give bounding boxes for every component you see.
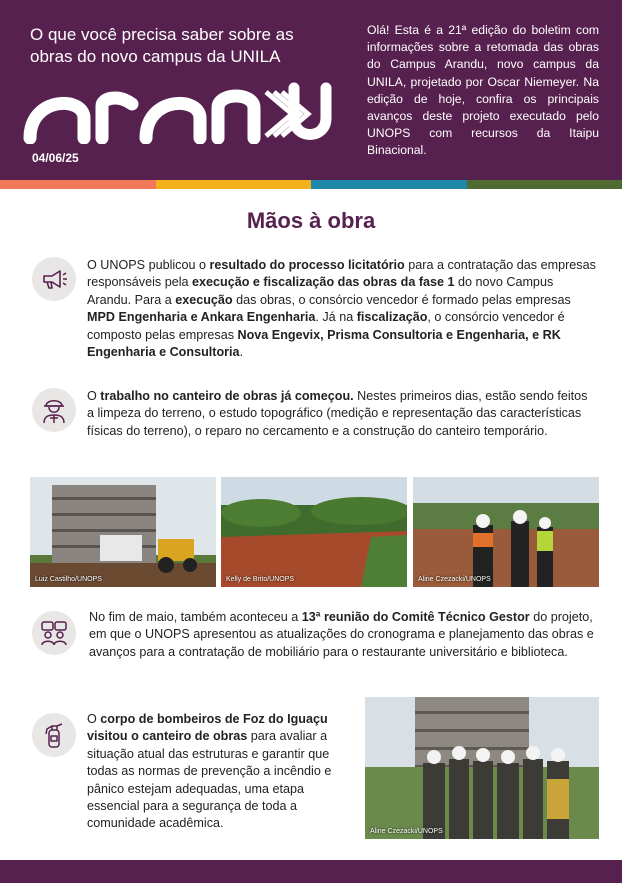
body-text: O bbox=[87, 712, 101, 726]
item-text-contract bbox=[87, 257, 597, 361]
body-text: para a contratação das empresas responsáveis pela bbox=[87, 258, 596, 290]
bold-text: execução e fiscalização das obras da fase 1 bbox=[192, 275, 455, 290]
meeting-chat-icon bbox=[32, 611, 76, 655]
stripe-yellow bbox=[156, 180, 312, 189]
item-text-committee bbox=[89, 609, 597, 661]
bold-text: corpo de bombeiros de Foz do Iguaçu visitou o canteiro de obras bbox=[87, 712, 328, 744]
photo-credit: Aline Czezacki/UNOPS bbox=[370, 828, 443, 835]
header-banner bbox=[0, 0, 622, 180]
bold-text: Nova Engevix, Prisma Consultoria e Engenharia, e RK Engenharia e Consultoria bbox=[87, 327, 561, 360]
section-title: Mãos à obra bbox=[246, 208, 376, 233]
body-text: das obras, o consórcio vencedor é formado pelas empresas bbox=[232, 292, 571, 307]
megaphone-icon bbox=[32, 257, 76, 301]
body-text: O UNOPS publicou o bbox=[87, 258, 210, 272]
fire-extinguisher-icon bbox=[32, 713, 76, 757]
item-text-worksite bbox=[87, 388, 597, 440]
arandu-logo bbox=[22, 78, 332, 149]
bold-text: execução bbox=[175, 292, 233, 307]
photo-firefighters-group bbox=[365, 697, 599, 839]
body-text: . bbox=[239, 345, 244, 360]
photo-credit: Aline Czezacki/UNOPS bbox=[418, 576, 491, 583]
bold-text: 13ª reunião do Comitê Técnico Gestor bbox=[301, 610, 530, 624]
construction-worker-icon bbox=[32, 388, 76, 432]
bold-text: resultado do processo licitatório bbox=[209, 258, 405, 272]
bulletin-headline: O que você precisa saber sobre as obras do novo campus da UNILA bbox=[30, 25, 294, 66]
body-text: . Já na bbox=[315, 310, 357, 325]
body-text: No fim de maio, também aconteceu a bbox=[89, 610, 302, 624]
stripe-coral bbox=[0, 180, 156, 189]
photo-credit: Luiz Castilho/UNOPS bbox=[35, 576, 102, 583]
stripe-green bbox=[467, 180, 622, 189]
stripe-blue bbox=[311, 180, 467, 189]
bold-text: trabalho no canteiro de obras já começou. bbox=[100, 389, 354, 403]
body-text: O bbox=[87, 389, 101, 403]
footer-bar bbox=[0, 860, 622, 883]
intro-text: Olá! Esta é a 21ª edição do boletim com informações sobre a retomada das obras do Campus Arandu, novo campus da UNILA, projetado por Oscar Niemeyer. Na edição de hoje, confira os principais avanços deste projeto executado pelo UNOPS com recursos da Itaipu Binacional. bbox=[367, 23, 599, 158]
photo-cleared-terrain bbox=[221, 477, 407, 587]
photo-building-backhoe bbox=[30, 477, 216, 587]
item-text-firefighters bbox=[87, 711, 357, 833]
body-text: do novo Campus Arandu. Para a bbox=[87, 275, 554, 307]
body-text: para avaliar a situação atual das estruturas e garantir que todas as normas de prevenção a incêndio e pânico estejam adequadas, uma etapa essencial para a segurança de toda a comunidade acadêmica. bbox=[87, 729, 332, 831]
body-text: do projeto, em que o UNOPS apresentou as atualizações do cronograma e planejamento das obras e avanços para a contratação de mobiliário para o restaurante universitário e biblioteca. bbox=[89, 610, 594, 659]
bold-text: MPD Engenharia e Ankara Engenharia bbox=[87, 310, 316, 325]
edition-date: 04/06/25 bbox=[32, 151, 79, 165]
body-text: Nestes primeiros dias, estão sendo feitos a limpeza do terreno, o estudo topográfico (medição e representação das características físicas do terreno), o reparo no cercamento e a construção do canteiro temporário. bbox=[87, 389, 588, 438]
body-text: , o consórcio vencedor é composto pelas empresas bbox=[87, 310, 565, 342]
photo-credit: Kelly de Brito/UNOPS bbox=[226, 576, 295, 583]
photo-team-visit bbox=[413, 477, 599, 587]
color-stripes bbox=[0, 180, 622, 189]
bold-text: fiscalização bbox=[356, 310, 428, 325]
